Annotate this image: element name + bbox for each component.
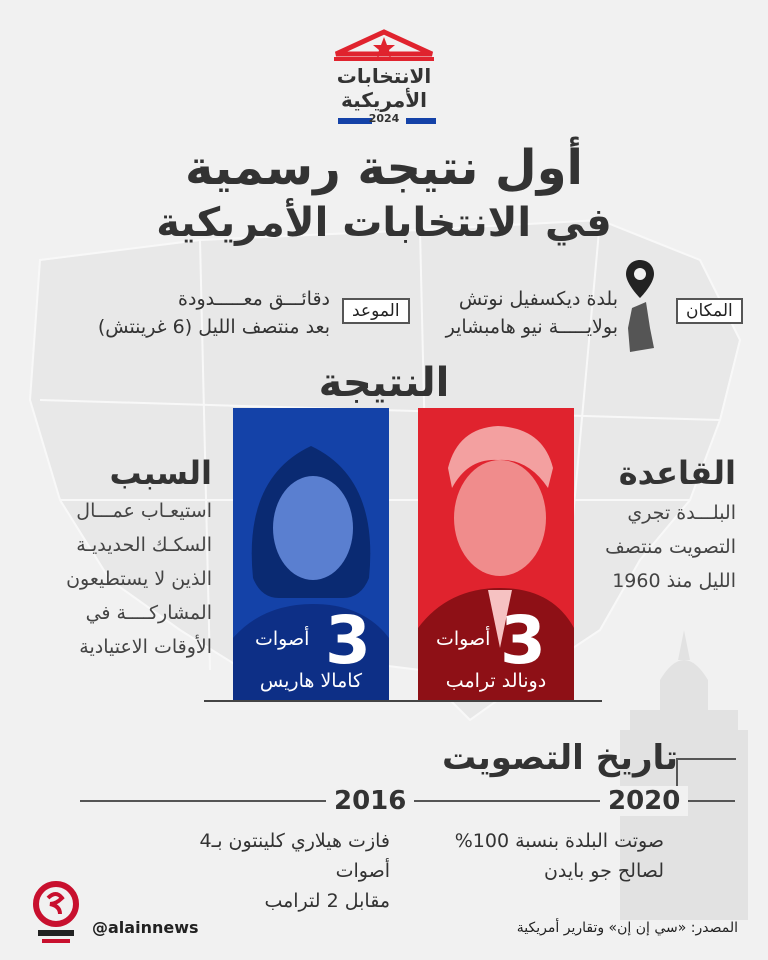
reason-description [40, 494, 212, 664]
history-2020-line-2: لصالح جو بايدن [543, 860, 664, 882]
social-handle[interactable]: @alainnews [92, 918, 199, 937]
alain-brand-logo-icon [30, 880, 82, 948]
reason-line-2: السكـك الحديديـة [76, 534, 212, 556]
harris-panel [233, 408, 389, 700]
trump-votes-word: أصوات [436, 628, 491, 650]
history-2020-line-1: صوتت البلدة بنسبة 100% [454, 830, 664, 852]
place-line-2: بولايـــــة نيو هامبشاير [445, 316, 618, 338]
reason-line-5: الأوقات الاعتيادية [79, 636, 212, 658]
history-2016-line-2: مقابل 2 لترامب [264, 890, 390, 912]
trump-votes-number: 3 [500, 602, 546, 679]
place-line-1: بلدة ديكسفيل نوتش [458, 288, 618, 310]
map-pin-icon [624, 258, 656, 354]
harris-name: كامالا هاريس [259, 670, 363, 692]
history-2020-text [424, 826, 664, 886]
time-description [60, 285, 330, 341]
time-line-1: دقائـــق معـــــدودة [178, 288, 330, 310]
history-heading: تاريخ التصويت [441, 738, 679, 778]
base-line-3: الليل منذ 1960 [612, 570, 736, 592]
history-2016-text [150, 826, 390, 916]
reason-line-1: استيعـاب عمـــال [76, 500, 212, 522]
history-year-2016: 2016 [326, 786, 414, 816]
harris-votes-number: 3 [325, 602, 371, 679]
place-tag: المكان [676, 298, 743, 324]
base-heading: القاعدة [618, 454, 736, 492]
main-title-line-2: في الانتخابات الأمريكية [156, 200, 612, 246]
logo-line-2: الأمريكية [340, 88, 427, 112]
panels-baseline [204, 700, 602, 702]
base-description [580, 496, 736, 598]
reason-heading: السبب [109, 454, 212, 492]
main-title-line-1: أول نتيجة رسمية [185, 140, 583, 196]
time-line-2: بعد منتصف الليل (6 غرينتش) [97, 316, 330, 338]
history-year-2020: 2020 [600, 786, 688, 816]
base-line-2: التصويت منتصف [605, 536, 736, 558]
reason-line-3: الذين لا يستطيعون [66, 568, 212, 590]
trump-portrait [418, 408, 574, 700]
history-2016-line-1: فازت هيلاري كلينتون بـ4 أصوات [199, 830, 390, 882]
logo-year: 2024 [368, 112, 400, 125]
reason-line-4: المشاركــــة في [85, 602, 212, 624]
source-credit: المصدر: «سي إن إن» وتقارير أمريكية [516, 920, 738, 936]
logo-line-1: الانتخابات [336, 64, 432, 88]
result-heading: النتيجة [318, 360, 450, 406]
base-line-1: البلـــدة تجري [627, 502, 736, 524]
time-tag: الموعد [342, 298, 410, 324]
trump-name: دونالد ترامب [445, 670, 547, 692]
harris-votes-word: أصوات [255, 628, 310, 650]
trump-panel [418, 408, 574, 700]
place-description [420, 285, 618, 341]
